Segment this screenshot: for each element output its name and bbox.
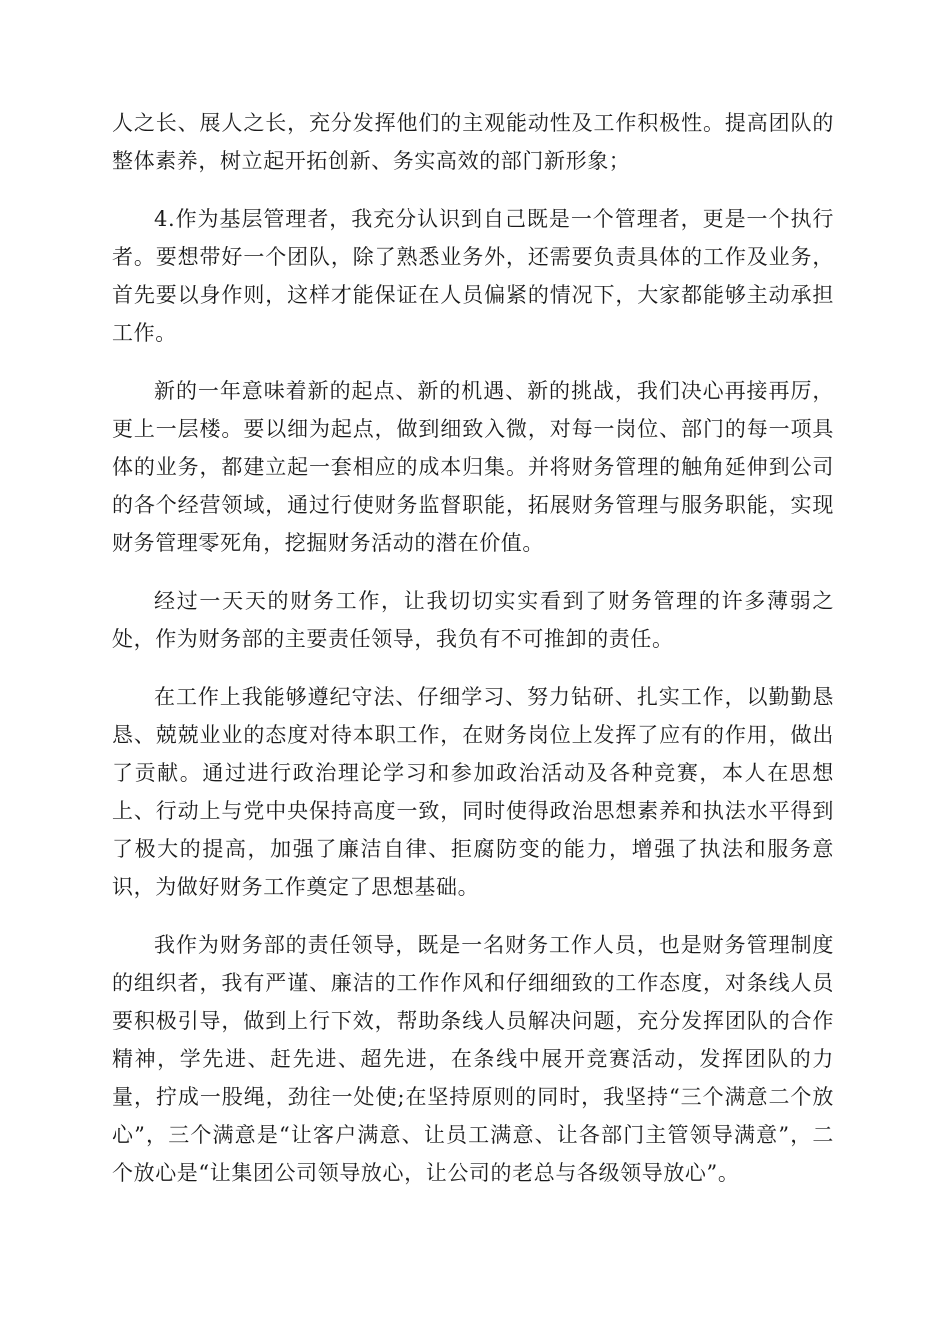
paragraph-continued: 人之长、展人之长，充分发挥他们的主观能动性及工作积极性。提高团队的整体素养，树立起开拓创新、务实高效的部门新形象； — [112, 111, 834, 173]
paragraph-item-4: 4.作为基层管理者，我充分认识到自己既是一个管理者，更是一个执行者。要想带好一个团队，除了熟悉业务外，还需要负责具体的工作及业务，首先要以身作则，这样才能保证在人员偏紧的情况下，大家都能够主动承担工作。 — [112, 207, 834, 345]
paragraph-team-leadership: 我作为财务部的责任领导，既是一名财务工作人员，也是财务管理制度的组织者，我有严谨、廉洁的工作作风和仔细细致的工作态度，对条线人员要积极引导，做到上行下效，帮助条线人员解决问题，充分发挥团队的合作精神，学先进、赶先进、超先进，在条线中展开竞赛活动，发挥团队的力量，拧成一股绳，劲往一处使;在坚持原则的同时，我坚持“三个满意二个放心”，三个满意是“让客户满意、让员工满意、让各部门主管领导满意”，二个放心是“让集团公司领导放心，让公司的老总与各级领导放心”。 — [112, 933, 834, 1185]
document-body — [112, 104, 834, 1192]
paragraph-responsibility: 经过一天天的财务工作，让我切切实实看到了财务管理的许多薄弱之处，作为财务部的主要责任领导，我负有不可推卸的责任。 — [112, 589, 834, 651]
paragraph-work-attitude: 在工作上我能够遵纪守法、仔细学习、努力钻研、扎实工作，以勤勤恳恳、兢兢业业的态度对待本职工作，在财务岗位上发挥了应有的作用，做出了贡献。通过进行政治理论学习和参加政治活动及各种竞赛，本人在思想上、行动上与党中央保持高度一致，同时使得政治思想素养和执法水平得到了极大的提高，加强了廉洁自律、拒腐防变的能力，增强了执法和服务意识，为做好财务工作奠定了思想基础。 — [112, 685, 834, 899]
paragraph-new-year: 新的一年意味着新的起点、新的机遇、新的挑战，我们决心再接再厉，更上一层楼。要以细为起点，做到细致入微，对每一岗位、部门的每一项具体的业务，都建立起一套相应的成本归集。并将财务管理的触角延伸到公司的各个经营领域，通过行使财务监督职能，拓展财务管理与服务职能，实现财务管理零死角，挖掘财务活动的潜在价值。 — [112, 379, 834, 555]
